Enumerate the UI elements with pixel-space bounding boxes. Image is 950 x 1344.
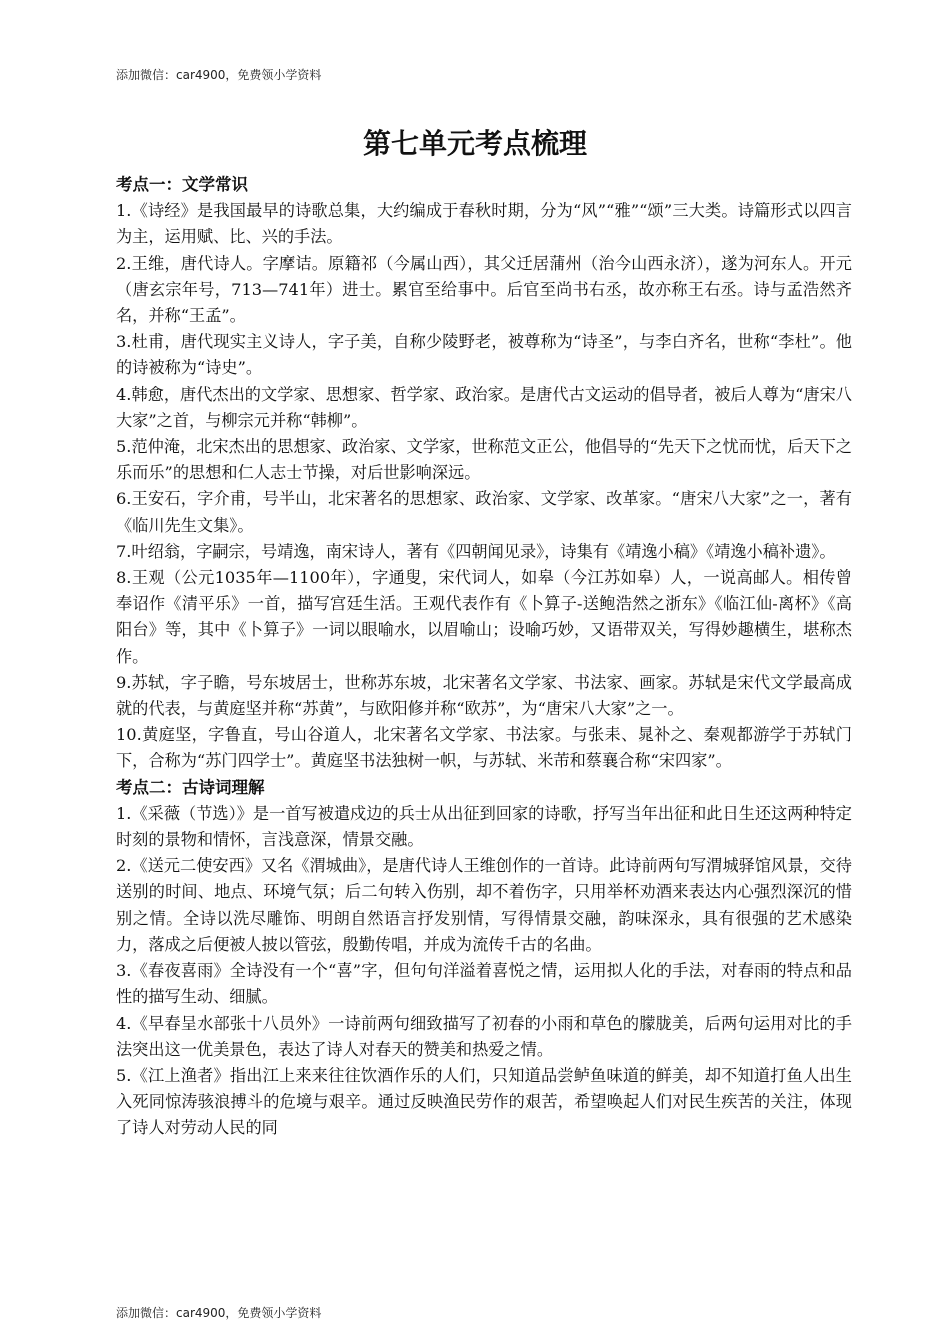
list-item: 4.韩愈，唐代杰出的文学家、思想家、哲学家、政治家。是唐代古文运动的倡导者，被后人尊为“唐宋八大家”之首，与柳宗元并称“韩柳”。 — [116, 384, 852, 430]
list-item: 8.王观（公元1035年—1100年），字通叟，宋代词人，如皋（今江苏如皋）人，一说高邮人。相传曾奉诏作《清平乐》一首，描写宫廷生活。王观代表作有《卜算子-送鲍浩然之浙东》《临江仙-离杯》《高阳台》等，其中《卜算子》一词以眼喻水，以眉喻山；设喻巧妙，又语带双关，写得妙趣横生，堪称杰作。 — [116, 568, 852, 666]
list-item: 10.黄庭坚，字鲁直，号山谷道人，北宋著名文学家、书法家。与张耒、晁补之、秦观都游学于苏轼门下，合称为“苏门四学士”。黄庭坚书法独树一帜，与苏轼、米芾和蔡襄合称“宋四家”。 — [116, 725, 852, 771]
list-item: 1.《诗经》是我国最早的诗歌总集，大约编成于春秋时期，分为“风”“雅”“颂”三大类。诗篇形式以四言为主，运用赋、比、兴的手法。 — [116, 201, 852, 247]
list-item: 5.《江上渔者》指出江上来来往往饮酒作乐的人们，只知道品尝鲈鱼味道的鲜美，却不知道打鱼人出生入死同惊涛骇浪搏斗的危境与艰辛。通过反映渔民劳作的艰苦，希望唤起人们对民生疾苦的关注，体现了诗人对劳动人民的同 — [116, 1065, 852, 1138]
document-body — [116, 172, 852, 1142]
header-note: 添加微信：car4900，免费领小学资料 — [116, 68, 322, 82]
page-title: 第七单元考点梳理 — [362, 127, 587, 160]
section-heading: 考点一：文学常识 — [116, 175, 248, 194]
section-heading: 考点二：古诗词理解 — [116, 777, 265, 797]
list-item: 9.苏轼，字子瞻，号东坡居士，世称苏东坡，北宋著名文学家、书法家、画家。苏轼是宋代文学最高成就的代表，与黄庭坚并称“苏黄”，与欧阳修并称“欧苏”，为“唐宋八大家”之一。 — [116, 672, 852, 719]
list-item: 7.叶绍翁，字嗣宗，号靖逸，南宋诗人，著有《四朝闻见录》，诗集有《靖逸小稿》《靖逸小稿补遗》。 — [116, 541, 836, 561]
list-item: 2.王维，唐代诗人。字摩诘。原籍祁（今属山西），其父迁居蒲州（治今山西永济），遂为河东人。开元（唐玄宗年号，713—741年）进士。累官至给事中。后官至尚书右丞，故亦称王右丞。诗与孟浩然齐名，并称“王孟”。 — [116, 253, 852, 326]
section-literary-knowledge — [116, 172, 852, 775]
list-item: 4.《早春呈水部张十八员外》一诗前两句细致描写了初春的小雨和草色的朦胧美，后两句运用对比的手法突出这一优美景色，表达了诗人对春天的赞美和热爱之情。 — [116, 1013, 852, 1059]
list-item: 1.《采薇（节选）》是一首写被遣戍边的兵士从出征到回家的诗歌，抒写当年出征和此日生还这两种特定时刻的景物和情怀，言浅意深，情景交融。 — [116, 803, 852, 850]
list-item: 2.《送元二使安西》又名《渭城曲》，是唐代诗人王维创作的一首诗。此诗前两句写渭城驿馆风景，交待送别的时间、地点、环境气氛；后二句转入伤别，却不着伤字，只用举杯劝酒来表达内心强烈深沉的惜别之情。全诗以洗尽雕饰、明朗自然语言抒发别情，写得情景交融，韵味深永，具有很强的艺术感染力，落成之后便被人披以管弦，殷勤传唱，并成为流传千古的名曲。 — [116, 856, 852, 954]
list-item: 3.杜甫，唐代现实主义诗人，字子美，自称少陵野老，被尊称为“诗圣”，与李白齐名，世称“李杜”。他的诗被称为“诗史”。 — [116, 332, 852, 378]
list-item: 5.范仲淹，北宋杰出的思想家、政治家、文学家，世称范文正公，他倡导的“先天下之忧而忧，后天下之乐而乐”的思想和仁人志士节操，对后世影响深远。 — [116, 437, 852, 483]
list-item: 3.《春夜喜雨》全诗没有一个“喜”字，但句句洋溢着喜悦之情，运用拟人化的手法，对春雨的特点和品性的描写生动、细腻。 — [116, 961, 852, 1007]
section-poem-understanding — [116, 775, 852, 1142]
list-item: 6.王安石，字介甫，号半山，北宋著名的思想家、政治家、文学家、改革家。“唐宋八大家”之一，著有《临川先生文集》。 — [116, 489, 852, 535]
footer-note: 添加微信：car4900，免费领小学资料 — [116, 1306, 322, 1320]
